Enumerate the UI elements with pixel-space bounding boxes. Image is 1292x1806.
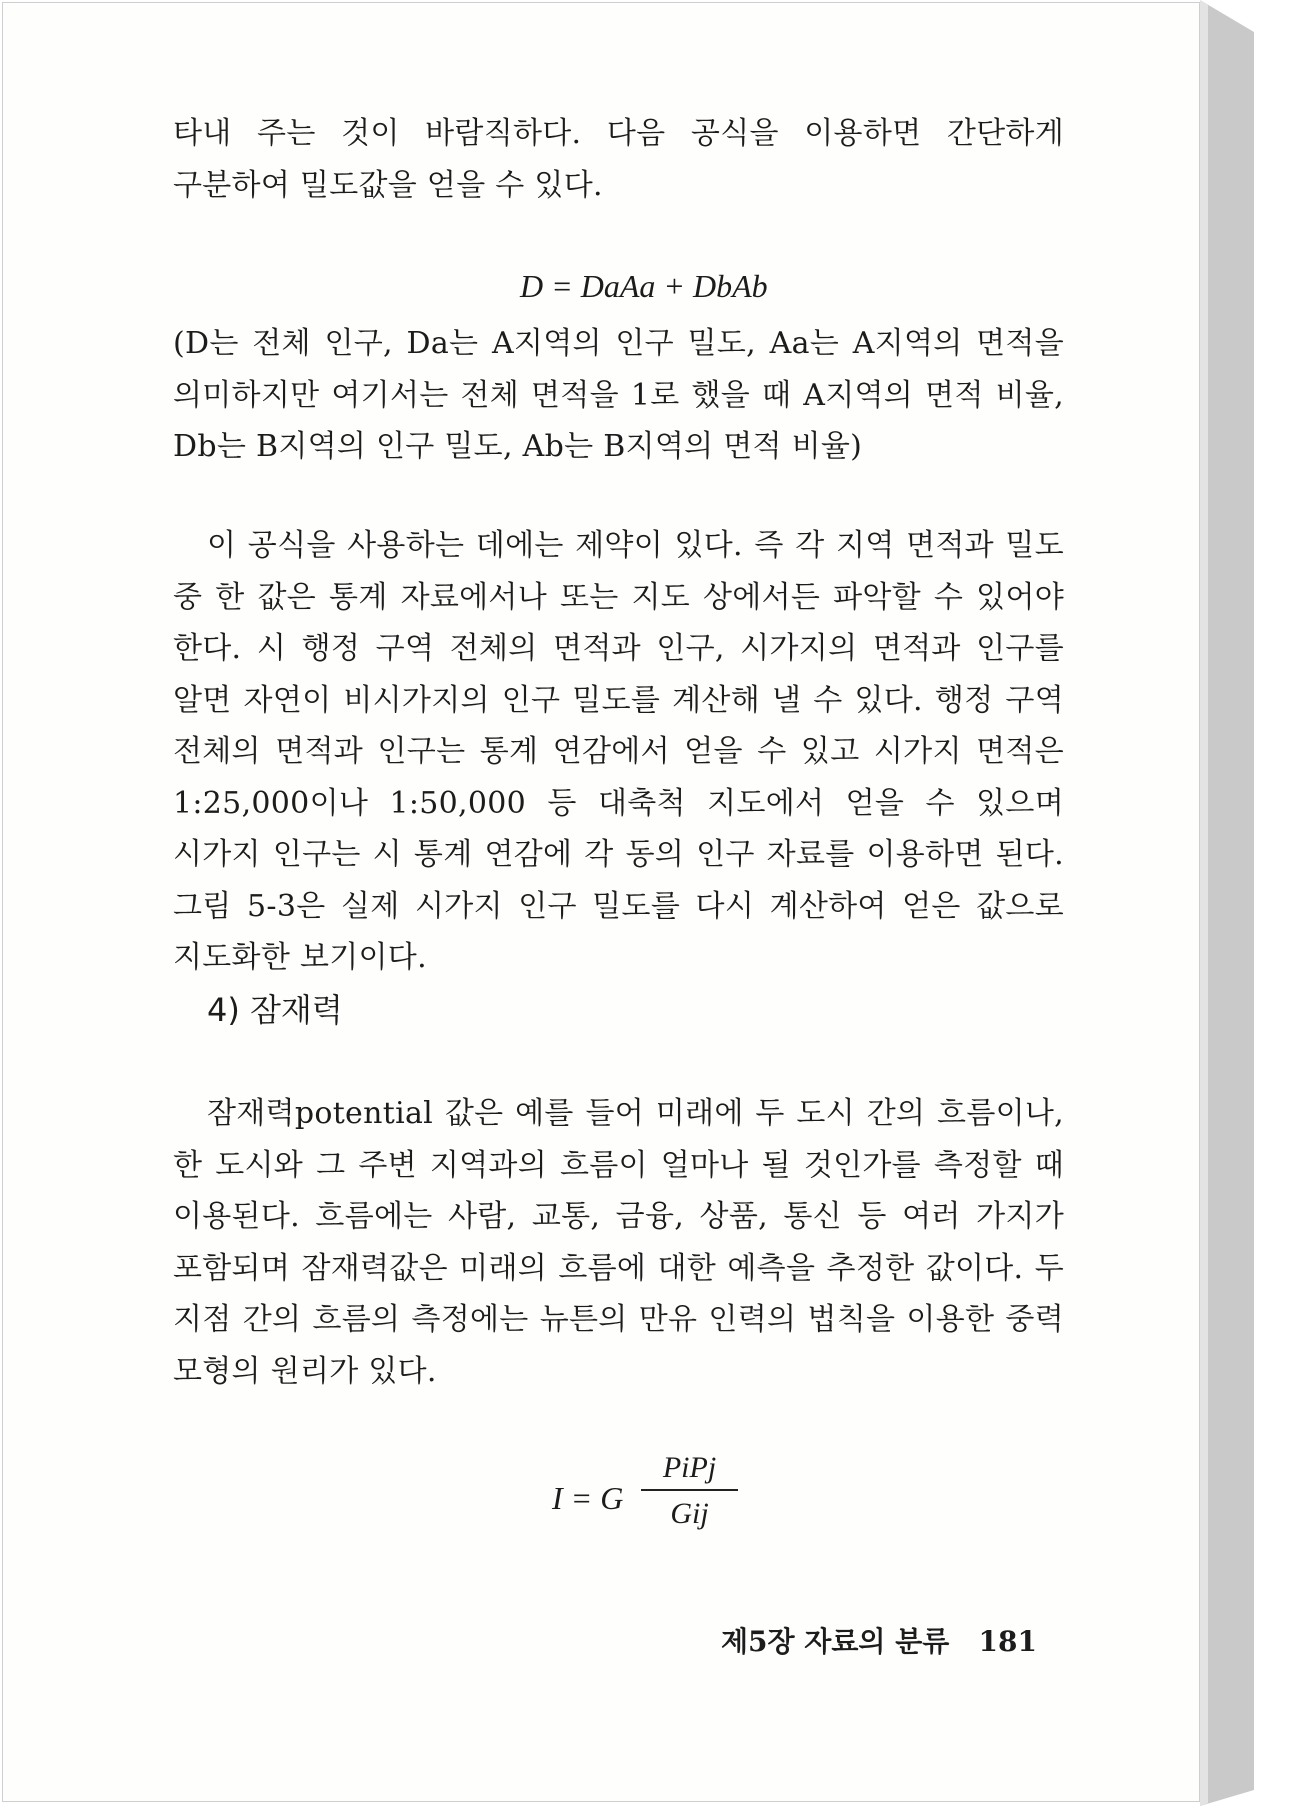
paragraph-3: 잠재력potential 값은 예를 들어 미래에 두 도시 간의 흐름이나, 한 도시와 그 주변 지역과의 흐름이 얼마나 될 것인가를 측정할 때 이용된다. 흐름에는 사람, 교통, 금융, 상품, 통신 등 여러 가지가 포함되며 잠재력값은 미래의 흐름에 대한 예측을 추정한 값이다. 두 지점 간의 흐름의 측정에는 뉴튼의 만유 인력의 법칙을 이용한 중력 모형의 원리가 있다. xyxy=(173,1096,1064,1389)
page-number: 181 xyxy=(978,1625,1037,1658)
page-edge xyxy=(1200,0,1254,1806)
gravity-denominator: Gij xyxy=(670,1497,709,1530)
formula-explanation: (D는 전체 인구, Da는 A지역의 인구 밀도, Aa는 A지역의 면적을 의미하지만 여기서는 전체 면적을 1로 했을 때 A지역의 면적 비율, Db는 B지역의 인구 밀도, Ab는 B지역의 면적 비율) xyxy=(173,326,1064,464)
gravity-formula-lhs: I = G xyxy=(552,1480,624,1516)
section-heading: 4) 잠재력 xyxy=(207,991,343,1029)
paragraph-2: 이 공식을 사용하는 데에는 제약이 있다. 즉 각 지역 면적과 밀도 중 한 값은 통계 자료에서나 또는 지도 상에서든 파악할 수 있어야 한다. 시 행정 구역 전체의 면적과 인구, 시가지의 면적과 인구를 알면 자연이 비시가지의 인구 밀도를 계산해 낼 수 있다. 행정 구역 전체의 면적과 인구는 통계 연감에서 얻을 수 있고 시가지 면적은 1:25,000이나 1:50,000 등 대축척 지도에서 얻을 수 있으며 시가지 인구는 시 통계 연감에 각 동의 인구 자료를 이용하면 된다. 그림 5-3은 실제 시가지 인구 밀도를 다시 계산하여 얻은 값으로 지도화한 보기이다. xyxy=(173,528,1064,975)
chapter-title: 제5장 자료의 분류 xyxy=(720,1625,950,1658)
paragraph-1: 타내 주는 것이 바람직하다. 다음 공식을 이용하면 간단하게 구분하여 밀도값을 얻을 수 있다. xyxy=(173,116,1064,203)
gravity-numerator: PiPj xyxy=(641,1451,738,1491)
gravity-formula-fraction xyxy=(641,1451,738,1531)
page-footer xyxy=(721,1620,1037,1660)
density-formula: D = DaAa + DbAb xyxy=(520,268,768,304)
